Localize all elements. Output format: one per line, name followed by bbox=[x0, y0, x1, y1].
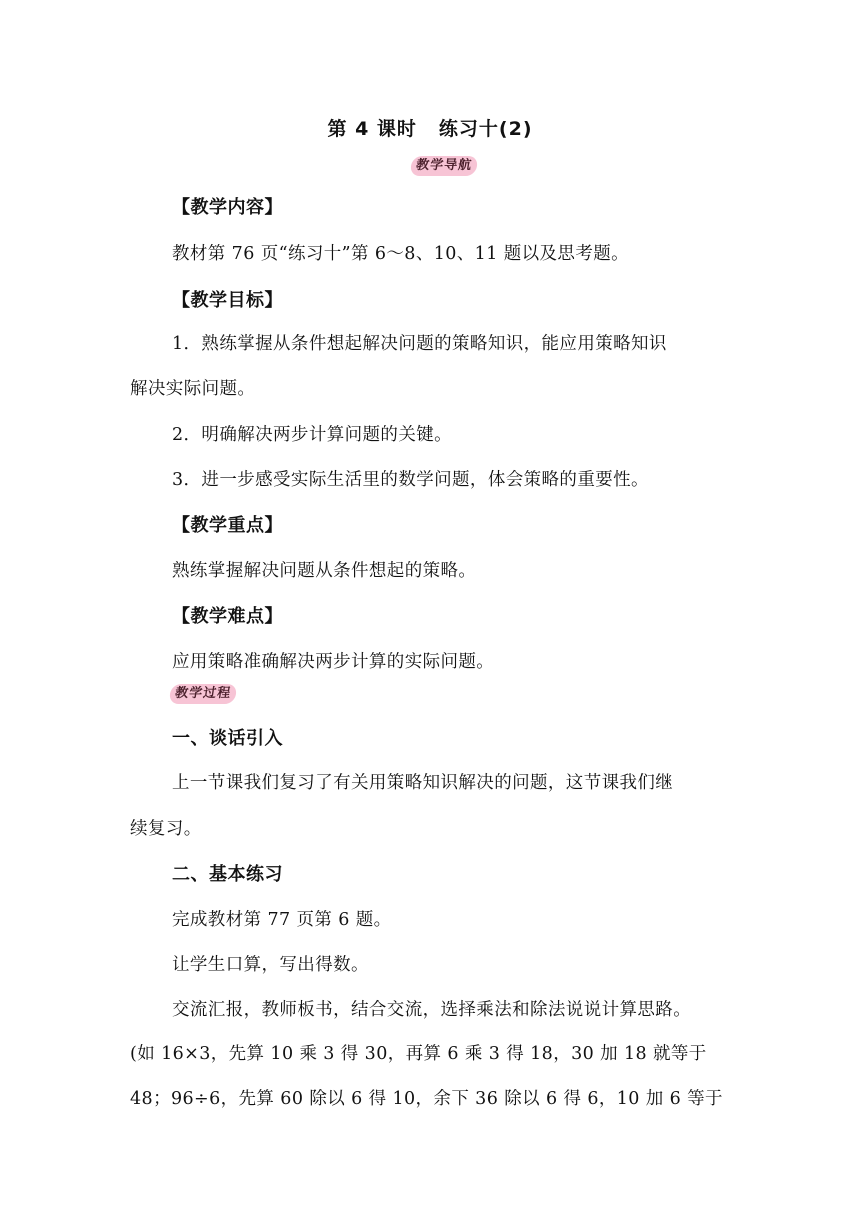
step-1-line-2: 续复习。 bbox=[130, 819, 202, 839]
goal-1-line-2: 解决实际问题。 bbox=[130, 379, 256, 399]
lesson-number: 第 4 课时 bbox=[327, 118, 417, 140]
teaching-navigation-badge: 教学导航 bbox=[410, 156, 479, 176]
goal-1-line-1: 1．熟练掌握从条件想起解决问题的策略知识，能应用策略知识 bbox=[172, 334, 667, 354]
key-points-heading: 【教学重点】 bbox=[172, 515, 283, 536]
step-1-heading: 一、谈话引入 bbox=[172, 728, 283, 749]
goal-2: 2．明确解决两步计算问题的关键。 bbox=[172, 425, 453, 445]
goals-heading: 【教学目标】 bbox=[172, 290, 283, 311]
step-2-text-5: 48；96÷6，先算 60 除以 6 得 10，余下 36 除以 6 得 6，10 加 6 等于 bbox=[130, 1089, 723, 1109]
content-text: 教材第 76 页“练习十”第 6～8、10、11 题以及思考题。 bbox=[172, 244, 630, 264]
difficulty-text: 应用策略准确解决两步计算的实际问题。 bbox=[172, 652, 495, 672]
step-2-text-2: 让学生口算，写出得数。 bbox=[172, 955, 369, 975]
key-points-text: 熟练掌握解决问题从条件想起的策略。 bbox=[172, 561, 477, 581]
lesson-name: 练习十(2) bbox=[438, 118, 533, 140]
content-heading: 【教学内容】 bbox=[172, 197, 283, 218]
step-1-line-1: 上一节课我们复习了有关用策略知识解决的问题，这节课我们继 bbox=[172, 773, 674, 793]
page-title bbox=[0, 114, 860, 141]
step-2-text-3: 交流汇报，教师板书，结合交流，选择乘法和除法说说计算思路。 bbox=[172, 1000, 692, 1020]
difficulty-heading: 【教学难点】 bbox=[172, 606, 283, 627]
teaching-process-badge: 教学过程 bbox=[169, 684, 238, 704]
step-2-text-4: (如 16×3，先算 10 乘 3 得 30，再算 6 乘 3 得 18，30 加 18 就等于 bbox=[130, 1044, 707, 1064]
step-2-text-1: 完成教材第 77 页第 6 题。 bbox=[172, 910, 392, 930]
step-2-heading: 二、基本练习 bbox=[172, 864, 283, 885]
goal-3: 3．进一步感受实际生活里的数学问题，体会策略的重要性。 bbox=[172, 470, 649, 490]
